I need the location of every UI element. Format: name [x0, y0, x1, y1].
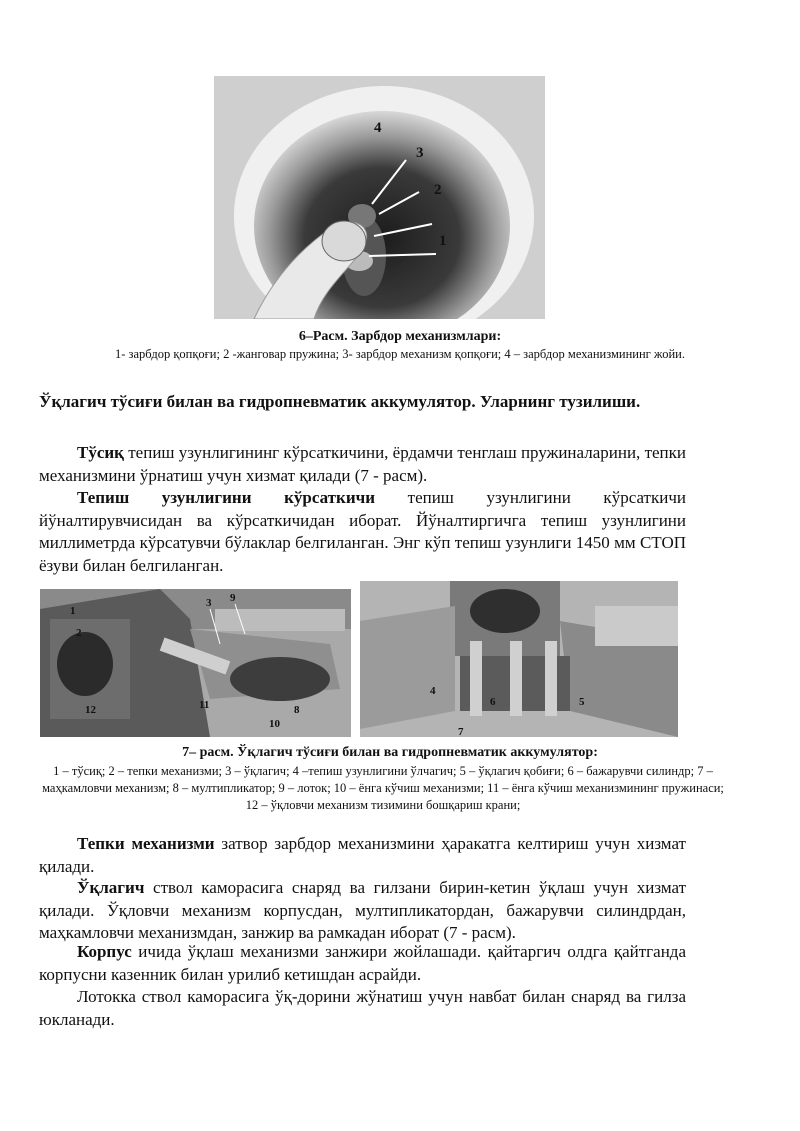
figure-6-photo [214, 76, 545, 319]
fig7-callout-7: 7 [458, 726, 464, 737]
term-tusiq: Тўсиқ [77, 443, 124, 462]
figure-7-right-photo [360, 581, 678, 737]
fig6-callout-3: 3 [416, 145, 424, 161]
term-indicator: Тепиш узунлигини кўрсаткичи [77, 488, 376, 507]
fig7-callout-12: 12 [85, 704, 96, 716]
fig6-callout-4: 4 [374, 120, 382, 136]
fig7-callout-8: 8 [294, 704, 300, 716]
section-heading: Ўқлагич тўсиғи билан ва гидропневматик аккумулятор. Уларнинг тузилиши. [39, 392, 641, 411]
paragraph-6: Лотокка ствол каморасига ўқ-дорини жўнатиш учун навбат билан снаряд ва гилза юкланади. [39, 987, 686, 1029]
fig7-callout-3: 3 [206, 597, 212, 609]
fig7-callout-10: 10 [269, 718, 280, 730]
figure-7-legend: 1 – тўсиқ; 2 – тепки механизми; 3 – ўқлагич; 4 –тепиш узунлигини ўлчагич; 5 – ўқлагич қобиғи; 6 – бажарувчи силиндр; 7 – маҳкамловчи механизм; 8 – мултипликатор; 9 – лоток; 10 – ёнга кўчиш механизми; 11 – ёнга кўчиш механизмининг пружинаси; 12 – ўқловчи механизм тизимини бошқариш крани; [42, 764, 724, 812]
paragraph-5 [39, 941, 686, 986]
term-loader: Ўқлагич [77, 878, 145, 897]
paragraph-1-text: тепиш узунлигининг кўрсаткичини, ёрдамчи тенглаш пружиналарини, тепки механизмини ўрнатиш учун хизмат қилади (7 - расм). [39, 443, 686, 485]
fig7-callout-1: 1 [70, 605, 76, 617]
fig6-callout-1: 1 [439, 233, 447, 249]
paragraph-5-text: ичида ўқлаш механизми занжири жойлашади. қайтаргич олдга қайтганда корпусни казенник билан урилиб кетишдан асрайди. [39, 942, 686, 984]
paragraph-3 [39, 833, 686, 878]
fig7-callout-2: 2 [76, 627, 82, 639]
figure-6-drawing [214, 76, 545, 319]
paragraph-2 [39, 487, 686, 577]
fig7-callout-4: 4 [430, 685, 436, 697]
paragraph-2-text: тепиш узунлигини кўрсаткичи йўналтирувчисидан ва кўрсаткичидан иборат. Йўналтиргичга тепиш узунлигини миллиметрда кўрсатувчи бўлаклар белгиланган. Энг кўп тепиш узунлиги 1450 мм СТОП ёзуви билан белгиланган. [39, 488, 686, 575]
paragraph-3-text: затвор зарбдор механизмини ҳаракатга келтириш учун хизмат қилади. [39, 834, 686, 876]
figure-7-title: 7– расм. Ўқлагич тўсиғи билан ва гидропневматик аккумулятор: [182, 745, 598, 760]
fig7-callout-6: 6 [490, 696, 496, 708]
fig7-callout-9: 9 [230, 592, 236, 604]
paragraph-4-text: ствол каморасига снаряд ва гилзани бирин-кетин ўқлаш учун хизмат қилади. Ўқловчи механизм корпусдан, мултипликатордан, бажарувчи силиндрдан, маҳкамловчи механизмдан, занжир ва рамкадан иборат (7 - расм). [39, 878, 686, 942]
figure-7-left-photo [40, 589, 351, 737]
figure-7-left-drawing [40, 589, 351, 737]
figure-6-title: 6–Расм. Зарбдор механизмлари: [298, 329, 502, 344]
term-trigger: Тепки механизми [77, 834, 215, 853]
term-body: Корпус [77, 942, 132, 961]
paragraph-1 [39, 442, 686, 487]
fig7-callout-11: 11 [199, 699, 210, 711]
paragraph-4 [39, 877, 686, 945]
figure-6-legend: 1- зарбдор қопқоғи; 2 -жанговар пружина; 3- зарбдор механизм қопқоғи; 4 – зарбдор механизмининг жойи. [115, 347, 685, 361]
figure-7-right-drawing [360, 581, 678, 737]
fig6-callout-2: 2 [434, 182, 442, 198]
fig7-callout-5: 5 [579, 696, 585, 708]
